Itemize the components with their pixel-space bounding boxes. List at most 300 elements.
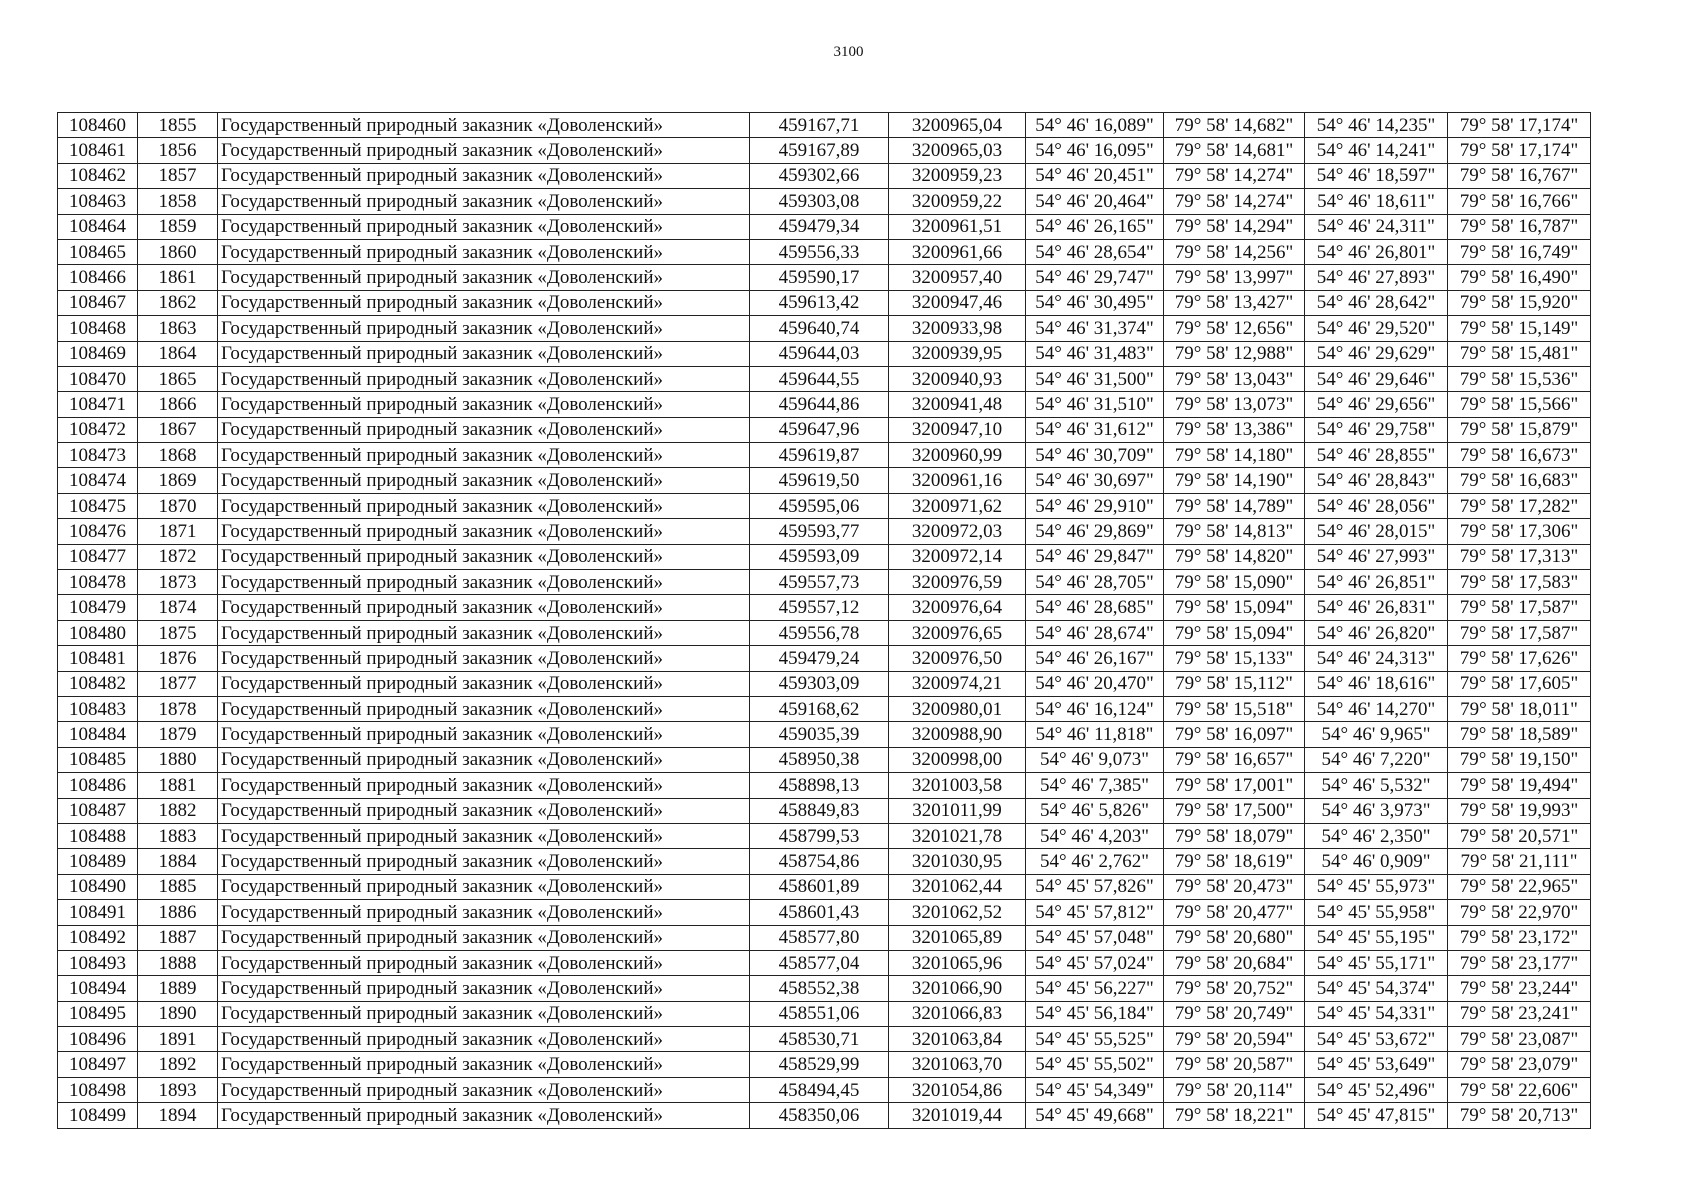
- cell-lat-2: 54° 46' 26,820": [1305, 620, 1448, 645]
- cell-y: 3200980,01: [889, 696, 1026, 721]
- table-row: [58, 443, 1591, 468]
- cell-y: 3200976,50: [889, 646, 1026, 671]
- cell-x: 459479,34: [750, 214, 889, 239]
- cell-y: 3200976,59: [889, 570, 1026, 595]
- table-row: [58, 392, 1591, 417]
- cell-lat-2: 54° 46' 28,642": [1305, 290, 1448, 315]
- cell-lon-2: 79° 58' 17,282": [1448, 493, 1591, 518]
- cell-lon-2: 79° 58' 16,749": [1448, 239, 1591, 264]
- cell-lat-1: 54° 46' 5,826": [1026, 798, 1164, 823]
- cell-lon-2: 79° 58' 23,244": [1448, 976, 1591, 1001]
- cell-y: 3201054,86: [889, 1077, 1026, 1102]
- cell-point-number: 1861: [138, 265, 218, 290]
- table-row: [58, 1027, 1591, 1052]
- table-row: [58, 163, 1591, 188]
- cell-y: 3201065,89: [889, 925, 1026, 950]
- cell-y: 3200960,99: [889, 443, 1026, 468]
- cell-lon-2: 79° 58' 17,306": [1448, 519, 1591, 544]
- table-row: [58, 138, 1591, 163]
- cell-lon-1: 79° 58' 15,094": [1164, 620, 1305, 645]
- cell-lon-1: 79° 58' 20,749": [1164, 1001, 1305, 1026]
- cell-name: Государственный природный заказник «Доволенский»: [218, 950, 750, 975]
- cell-record-id: 108484: [58, 722, 138, 747]
- cell-name: Государственный природный заказник «Доволенский»: [218, 1103, 750, 1128]
- cell-lat-1: 54° 46' 20,464": [1026, 189, 1164, 214]
- cell-x: 459593,09: [750, 544, 889, 569]
- cell-x: 459593,77: [750, 519, 889, 544]
- cell-name: Государственный природный заказник «Доволенский»: [218, 1027, 750, 1052]
- cell-point-number: 1859: [138, 214, 218, 239]
- table-row: [58, 239, 1591, 264]
- cell-lon-1: 79° 58' 14,190": [1164, 468, 1305, 493]
- cell-lon-1: 79° 58' 14,274": [1164, 189, 1305, 214]
- cell-lat-1: 54° 46' 16,095": [1026, 138, 1164, 163]
- cell-lon-1: 79° 58' 14,681": [1164, 138, 1305, 163]
- cell-y: 3200940,93: [889, 366, 1026, 391]
- cell-y: 3200965,03: [889, 138, 1026, 163]
- cell-y: 3200961,66: [889, 239, 1026, 264]
- cell-point-number: 1877: [138, 671, 218, 696]
- cell-point-number: 1886: [138, 900, 218, 925]
- table-row: [58, 747, 1591, 772]
- cell-x: 459167,71: [750, 113, 889, 138]
- cell-record-id: 108467: [58, 290, 138, 315]
- cell-lat-1: 54° 45' 57,812": [1026, 900, 1164, 925]
- cell-lon-1: 79° 58' 18,619": [1164, 849, 1305, 874]
- table-row: [58, 493, 1591, 518]
- cell-name: Государственный природный заказник «Доволенский»: [218, 773, 750, 798]
- cell-name: Государственный природный заказник «Доволенский»: [218, 722, 750, 747]
- table-row: [58, 265, 1591, 290]
- cell-lat-1: 54° 45' 55,502": [1026, 1052, 1164, 1077]
- cell-lon-1: 79° 58' 18,221": [1164, 1103, 1305, 1128]
- cell-lon-1: 79° 58' 14,682": [1164, 113, 1305, 138]
- cell-lat-2: 54° 46' 0,909": [1305, 849, 1448, 874]
- table-row: [58, 646, 1591, 671]
- cell-name: Государственный природный заказник «Доволенский»: [218, 214, 750, 239]
- cell-record-id: 108483: [58, 696, 138, 721]
- cell-point-number: 1879: [138, 722, 218, 747]
- cell-point-number: 1891: [138, 1027, 218, 1052]
- cell-y: 3201066,90: [889, 976, 1026, 1001]
- table-row: [58, 900, 1591, 925]
- cell-lon-2: 79° 58' 16,767": [1448, 163, 1591, 188]
- table-row: [58, 696, 1591, 721]
- cell-lon-2: 79° 58' 15,920": [1448, 290, 1591, 315]
- cell-x: 459619,87: [750, 443, 889, 468]
- cell-lon-1: 79° 58' 13,386": [1164, 417, 1305, 442]
- cell-y: 3201066,83: [889, 1001, 1026, 1026]
- cell-lat-1: 54° 45' 56,227": [1026, 976, 1164, 1001]
- cell-lat-2: 54° 46' 7,220": [1305, 747, 1448, 772]
- cell-y: 3201065,96: [889, 950, 1026, 975]
- cell-point-number: 1855: [138, 113, 218, 138]
- cell-name: Государственный природный заказник «Доволенский»: [218, 747, 750, 772]
- cell-y: 3201030,95: [889, 849, 1026, 874]
- cell-name: Государственный природный заказник «Доволенский»: [218, 1001, 750, 1026]
- cell-lon-2: 79° 58' 15,149": [1448, 316, 1591, 341]
- table-body: [58, 113, 1591, 1129]
- cell-name: Государственный природный заказник «Доволенский»: [218, 544, 750, 569]
- cell-record-id: 108464: [58, 214, 138, 239]
- cell-x: 459556,33: [750, 239, 889, 264]
- cell-record-id: 108480: [58, 620, 138, 645]
- cell-name: Государственный природный заказник «Доволенский»: [218, 900, 750, 925]
- cell-lon-2: 79° 58' 20,571": [1448, 823, 1591, 848]
- cell-y: 3200933,98: [889, 316, 1026, 341]
- cell-lon-2: 79° 58' 19,993": [1448, 798, 1591, 823]
- cell-y: 3200971,62: [889, 493, 1026, 518]
- cell-lon-2: 79° 58' 18,589": [1448, 722, 1591, 747]
- cell-x: 459647,96: [750, 417, 889, 442]
- cell-name: Государственный природный заказник «Доволенский»: [218, 646, 750, 671]
- cell-point-number: 1875: [138, 620, 218, 645]
- cell-point-number: 1870: [138, 493, 218, 518]
- cell-lon-1: 79° 58' 20,587": [1164, 1052, 1305, 1077]
- cell-lat-1: 54° 46' 28,685": [1026, 595, 1164, 620]
- cell-lat-1: 54° 46' 31,374": [1026, 316, 1164, 341]
- cell-name: Государственный природный заказник «Доволенский»: [218, 1052, 750, 1077]
- cell-lat-1: 54° 46' 16,124": [1026, 696, 1164, 721]
- cell-lat-2: 54° 46' 18,616": [1305, 671, 1448, 696]
- cell-lon-2: 79° 58' 17,605": [1448, 671, 1591, 696]
- cell-x: 458898,13: [750, 773, 889, 798]
- cell-point-number: 1857: [138, 163, 218, 188]
- cell-point-number: 1881: [138, 773, 218, 798]
- cell-y: 3200959,22: [889, 189, 1026, 214]
- cell-x: 459556,78: [750, 620, 889, 645]
- cell-lat-1: 54° 46' 28,705": [1026, 570, 1164, 595]
- cell-lat-2: 54° 46' 18,597": [1305, 163, 1448, 188]
- cell-point-number: 1874: [138, 595, 218, 620]
- cell-point-number: 1889: [138, 976, 218, 1001]
- cell-x: 459644,55: [750, 366, 889, 391]
- cell-lat-2: 54° 45' 55,171": [1305, 950, 1448, 975]
- cell-record-id: 108499: [58, 1103, 138, 1128]
- cell-lon-2: 79° 58' 23,172": [1448, 925, 1591, 950]
- cell-lon-1: 79° 58' 12,988": [1164, 341, 1305, 366]
- table-row: [58, 722, 1591, 747]
- cell-x: 459302,66: [750, 163, 889, 188]
- cell-record-id: 108470: [58, 366, 138, 391]
- cell-lon-1: 79° 58' 20,594": [1164, 1027, 1305, 1052]
- cell-name: Государственный природный заказник «Доволенский»: [218, 468, 750, 493]
- cell-lat-1: 54° 46' 31,500": [1026, 366, 1164, 391]
- cell-name: Государственный природный заказник «Доволенский»: [218, 671, 750, 696]
- cell-x: 459168,62: [750, 696, 889, 721]
- cell-lat-2: 54° 45' 54,374": [1305, 976, 1448, 1001]
- cell-lon-2: 79° 58' 16,787": [1448, 214, 1591, 239]
- table-row: [58, 290, 1591, 315]
- cell-lat-2: 54° 46' 14,241": [1305, 138, 1448, 163]
- cell-name: Государственный природный заказник «Доволенский»: [218, 925, 750, 950]
- cell-y: 3201062,52: [889, 900, 1026, 925]
- table-row: [58, 671, 1591, 696]
- cell-record-id: 108495: [58, 1001, 138, 1026]
- cell-record-id: 108486: [58, 773, 138, 798]
- table-row: [58, 544, 1591, 569]
- cell-lon-1: 79° 58' 13,043": [1164, 366, 1305, 391]
- cell-lat-2: 54° 46' 29,758": [1305, 417, 1448, 442]
- table-row: [58, 1052, 1591, 1077]
- cell-lat-2: 54° 46' 28,843": [1305, 468, 1448, 493]
- cell-lat-2: 54° 46' 29,520": [1305, 316, 1448, 341]
- cell-name: Государственный природный заказник «Доволенский»: [218, 290, 750, 315]
- cell-lat-1: 54° 46' 9,073": [1026, 747, 1164, 772]
- cell-lat-1: 54° 46' 2,762": [1026, 849, 1164, 874]
- cell-name: Государственный природный заказник «Доволенский»: [218, 392, 750, 417]
- cell-x: 459644,86: [750, 392, 889, 417]
- cell-lat-2: 54° 46' 26,851": [1305, 570, 1448, 595]
- table-row: [58, 1103, 1591, 1128]
- cell-y: 3200947,46: [889, 290, 1026, 315]
- cell-x: 459035,39: [750, 722, 889, 747]
- cell-name: Государственный природный заказник «Доволенский»: [218, 620, 750, 645]
- cell-lat-2: 54° 46' 28,015": [1305, 519, 1448, 544]
- cell-y: 3200965,04: [889, 113, 1026, 138]
- cell-lat-2: 54° 46' 29,629": [1305, 341, 1448, 366]
- cell-lon-1: 79° 58' 15,094": [1164, 595, 1305, 620]
- cell-lon-2: 79° 58' 23,079": [1448, 1052, 1591, 1077]
- cell-lat-1: 54° 45' 57,024": [1026, 950, 1164, 975]
- cell-lat-1: 54° 46' 20,451": [1026, 163, 1164, 188]
- cell-record-id: 108479: [58, 595, 138, 620]
- cell-point-number: 1858: [138, 189, 218, 214]
- cell-lon-1: 79° 58' 16,657": [1164, 747, 1305, 772]
- cell-lon-2: 79° 58' 16,683": [1448, 468, 1591, 493]
- cell-lon-2: 79° 58' 15,566": [1448, 392, 1591, 417]
- cell-point-number: 1884: [138, 849, 218, 874]
- cell-lon-1: 79° 58' 13,997": [1164, 265, 1305, 290]
- cell-lat-1: 54° 46' 26,165": [1026, 214, 1164, 239]
- cell-name: Государственный природный заказник «Доволенский»: [218, 265, 750, 290]
- cell-point-number: 1882: [138, 798, 218, 823]
- cell-y: 3200998,00: [889, 747, 1026, 772]
- cell-y: 3201021,78: [889, 823, 1026, 848]
- cell-lat-2: 54° 46' 28,056": [1305, 493, 1448, 518]
- table-row: [58, 570, 1591, 595]
- table-row: [58, 189, 1591, 214]
- cell-name: Государственный природный заказник «Доволенский»: [218, 113, 750, 138]
- cell-lat-2: 54° 46' 14,235": [1305, 113, 1448, 138]
- cell-record-id: 108466: [58, 265, 138, 290]
- table-row: [58, 417, 1591, 442]
- cell-lat-1: 54° 45' 54,349": [1026, 1077, 1164, 1102]
- cell-lon-2: 79° 58' 17,174": [1448, 138, 1591, 163]
- cell-lat-1: 54° 46' 29,747": [1026, 265, 1164, 290]
- cell-lon-1: 79° 58' 14,294": [1164, 214, 1305, 239]
- cell-lat-1: 54° 46' 28,654": [1026, 239, 1164, 264]
- cell-lon-2: 79° 58' 16,766": [1448, 189, 1591, 214]
- cell-lat-1: 54° 46' 20,470": [1026, 671, 1164, 696]
- cell-lat-2: 54° 46' 26,801": [1305, 239, 1448, 264]
- cell-lat-1: 54° 46' 29,910": [1026, 493, 1164, 518]
- cell-record-id: 108494: [58, 976, 138, 1001]
- cell-y: 3200972,03: [889, 519, 1026, 544]
- table-row: [58, 849, 1591, 874]
- cell-lat-1: 54° 46' 31,483": [1026, 341, 1164, 366]
- cell-lat-2: 54° 46' 5,532": [1305, 773, 1448, 798]
- cell-record-id: 108481: [58, 646, 138, 671]
- table-row: [58, 773, 1591, 798]
- table-row: [58, 823, 1591, 848]
- cell-point-number: 1864: [138, 341, 218, 366]
- cell-name: Государственный природный заказник «Доволенский»: [218, 849, 750, 874]
- table-row: [58, 1077, 1591, 1102]
- cell-lon-1: 79° 58' 15,090": [1164, 570, 1305, 595]
- cell-y: 3201062,44: [889, 874, 1026, 899]
- cell-name: Государственный природный заказник «Доволенский»: [218, 570, 750, 595]
- cell-lon-2: 79° 58' 17,587": [1448, 620, 1591, 645]
- page-number: 3100: [833, 44, 864, 60]
- cell-record-id: 108493: [58, 950, 138, 975]
- cell-x: 458350,06: [750, 1103, 889, 1128]
- cell-lon-1: 79° 58' 17,500": [1164, 798, 1305, 823]
- cell-lat-2: 54° 45' 55,973": [1305, 874, 1448, 899]
- cell-lon-1: 79° 58' 14,813": [1164, 519, 1305, 544]
- cell-lat-2: 54° 46' 29,646": [1305, 366, 1448, 391]
- cell-x: 458530,71: [750, 1027, 889, 1052]
- cell-record-id: 108487: [58, 798, 138, 823]
- cell-lon-2: 79° 58' 16,673": [1448, 443, 1591, 468]
- cell-x: 459595,06: [750, 493, 889, 518]
- cell-lon-1: 79° 58' 14,820": [1164, 544, 1305, 569]
- cell-point-number: 1892: [138, 1052, 218, 1077]
- cell-record-id: 108472: [58, 417, 138, 442]
- cell-lon-1: 79° 58' 20,477": [1164, 900, 1305, 925]
- cell-record-id: 108492: [58, 925, 138, 950]
- cell-y: 3201063,84: [889, 1027, 1026, 1052]
- table-row: [58, 468, 1591, 493]
- cell-lon-1: 79° 58' 13,427": [1164, 290, 1305, 315]
- cell-point-number: 1876: [138, 646, 218, 671]
- cell-y: 3201063,70: [889, 1052, 1026, 1077]
- cell-point-number: 1887: [138, 925, 218, 950]
- cell-x: 459590,17: [750, 265, 889, 290]
- cell-point-number: 1890: [138, 1001, 218, 1026]
- cell-lat-2: 54° 46' 29,656": [1305, 392, 1448, 417]
- cell-name: Государственный природный заказник «Доволенский»: [218, 696, 750, 721]
- cell-lat-1: 54° 46' 29,847": [1026, 544, 1164, 569]
- cell-lat-1: 54° 46' 28,674": [1026, 620, 1164, 645]
- cell-y: 3200959,23: [889, 163, 1026, 188]
- cell-lon-2: 79° 58' 17,313": [1448, 544, 1591, 569]
- cell-name: Государственный природный заказник «Доволенский»: [218, 316, 750, 341]
- cell-point-number: 1860: [138, 239, 218, 264]
- cell-record-id: 108463: [58, 189, 138, 214]
- cell-lon-2: 79° 58' 17,587": [1448, 595, 1591, 620]
- cell-lon-2: 79° 58' 15,879": [1448, 417, 1591, 442]
- cell-lon-1: 79° 58' 14,789": [1164, 493, 1305, 518]
- cell-x: 459613,42: [750, 290, 889, 315]
- cell-record-id: 108473: [58, 443, 138, 468]
- cell-point-number: 1888: [138, 950, 218, 975]
- table-row: [58, 798, 1591, 823]
- table-row: [58, 113, 1591, 138]
- cell-lat-1: 54° 46' 4,203": [1026, 823, 1164, 848]
- cell-lon-1: 79° 58' 15,112": [1164, 671, 1305, 696]
- cell-name: Государственный природный заказник «Доволенский»: [218, 798, 750, 823]
- cell-record-id: 108498: [58, 1077, 138, 1102]
- cell-lon-2: 79° 58' 20,713": [1448, 1103, 1591, 1128]
- cell-lon-1: 79° 58' 20,114": [1164, 1077, 1305, 1102]
- cell-lat-2: 54° 46' 26,831": [1305, 595, 1448, 620]
- cell-lat-2: 54° 45' 47,815": [1305, 1103, 1448, 1128]
- cell-lat-1: 54° 46' 30,709": [1026, 443, 1164, 468]
- cell-lat-1: 54° 45' 57,048": [1026, 925, 1164, 950]
- cell-x: 458577,80: [750, 925, 889, 950]
- cell-name: Государственный природный заказник «Доволенский»: [218, 417, 750, 442]
- cell-y: 3200957,40: [889, 265, 1026, 290]
- cell-name: Государственный природный заказник «Доволенский»: [218, 976, 750, 1001]
- cell-x: 458799,53: [750, 823, 889, 848]
- cell-lat-2: 54° 45' 53,649": [1305, 1052, 1448, 1077]
- cell-record-id: 108465: [58, 239, 138, 264]
- cell-lon-1: 79° 58' 14,180": [1164, 443, 1305, 468]
- coordinates-table: [57, 112, 1591, 1129]
- cell-x: 458494,45: [750, 1077, 889, 1102]
- cell-x: 458551,06: [750, 1001, 889, 1026]
- cell-name: Государственный природный заказник «Доволенский»: [218, 443, 750, 468]
- cell-lon-1: 79° 58' 14,256": [1164, 239, 1305, 264]
- cell-lon-2: 79° 58' 19,150": [1448, 747, 1591, 772]
- cell-record-id: 108497: [58, 1052, 138, 1077]
- cell-lon-1: 79° 58' 20,680": [1164, 925, 1305, 950]
- cell-lon-2: 79° 58' 22,965": [1448, 874, 1591, 899]
- cell-lon-1: 79° 58' 12,656": [1164, 316, 1305, 341]
- table-row: [58, 316, 1591, 341]
- cell-lon-1: 79° 58' 15,133": [1164, 646, 1305, 671]
- cell-record-id: 108485: [58, 747, 138, 772]
- cell-lon-2: 79° 58' 21,111": [1448, 849, 1591, 874]
- cell-lon-1: 79° 58' 20,752": [1164, 976, 1305, 1001]
- cell-lat-2: 54° 46' 9,965": [1305, 722, 1448, 747]
- cell-x: 459619,50: [750, 468, 889, 493]
- cell-point-number: 1869: [138, 468, 218, 493]
- cell-x: 458754,86: [750, 849, 889, 874]
- cell-record-id: 108477: [58, 544, 138, 569]
- cell-record-id: 108491: [58, 900, 138, 925]
- cell-record-id: 108475: [58, 493, 138, 518]
- cell-lat-2: 54° 45' 55,195": [1305, 925, 1448, 950]
- cell-y: 3201011,99: [889, 798, 1026, 823]
- table-row: [58, 1001, 1591, 1026]
- cell-record-id: 108462: [58, 163, 138, 188]
- cell-lon-1: 79° 58' 14,274": [1164, 163, 1305, 188]
- cell-y: 3200941,48: [889, 392, 1026, 417]
- cell-point-number: 1868: [138, 443, 218, 468]
- cell-record-id: 108488: [58, 823, 138, 848]
- cell-y: 3200976,64: [889, 595, 1026, 620]
- cell-y: 3200947,10: [889, 417, 1026, 442]
- cell-point-number: 1867: [138, 417, 218, 442]
- cell-record-id: 108468: [58, 316, 138, 341]
- cell-x: 459557,73: [750, 570, 889, 595]
- cell-name: Государственный природный заказник «Доволенский»: [218, 519, 750, 544]
- cell-lat-1: 54° 46' 31,612": [1026, 417, 1164, 442]
- cell-name: Государственный природный заказник «Доволенский»: [218, 823, 750, 848]
- cell-lat-1: 54° 46' 26,167": [1026, 646, 1164, 671]
- cell-point-number: 1865: [138, 366, 218, 391]
- cell-y: 3200976,65: [889, 620, 1026, 645]
- cell-x: 459303,08: [750, 189, 889, 214]
- table-row: [58, 874, 1591, 899]
- cell-lon-2: 79° 58' 17,626": [1448, 646, 1591, 671]
- cell-y: 3200961,16: [889, 468, 1026, 493]
- cell-name: Государственный природный заказник «Доволенский»: [218, 138, 750, 163]
- cell-lat-1: 54° 45' 49,668": [1026, 1103, 1164, 1128]
- cell-lat-1: 54° 46' 7,385": [1026, 773, 1164, 798]
